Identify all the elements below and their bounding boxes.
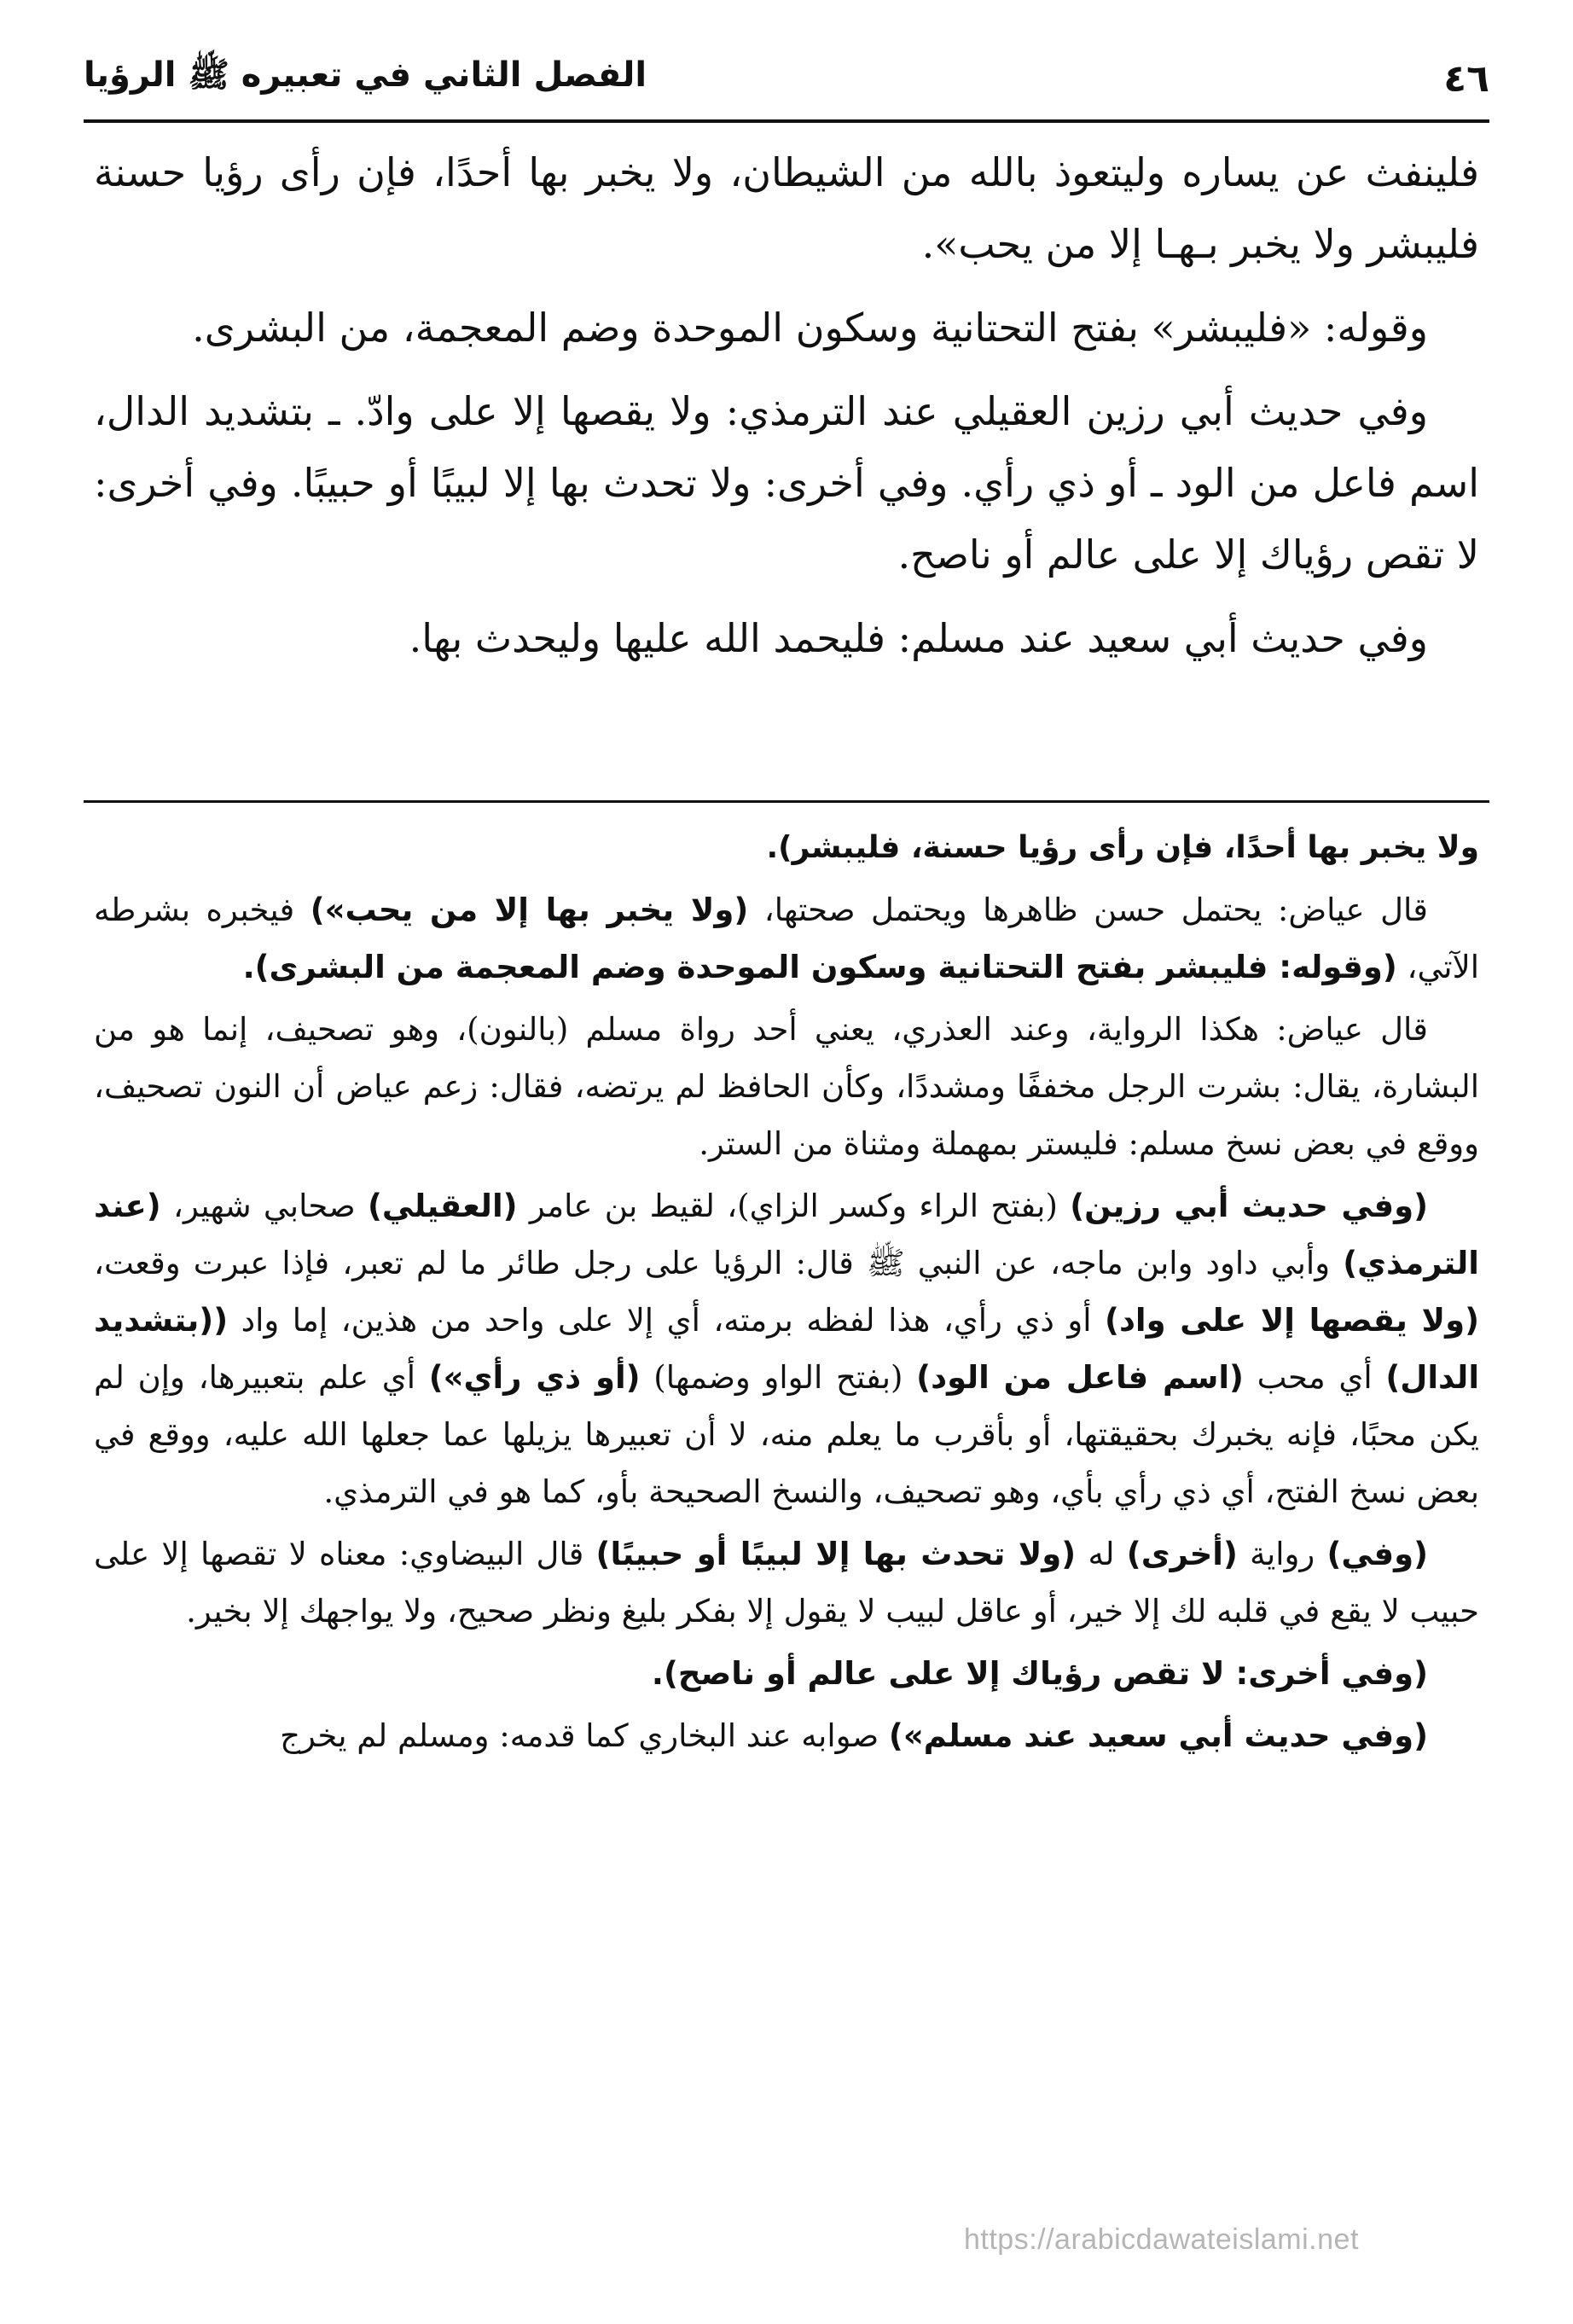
running-title: الفصل الثاني في تعبيره ﷺ الرؤيا bbox=[84, 55, 647, 95]
main-paragraph bbox=[94, 602, 1479, 674]
quoted-matn: (وفي) bbox=[1326, 1536, 1428, 1572]
header-rule bbox=[84, 119, 1489, 123]
commentary-paragraph bbox=[94, 1177, 1479, 1520]
commentary-paragraph bbox=[94, 1645, 1479, 1702]
quoted-matn: (أخرى) bbox=[1126, 1536, 1238, 1572]
quoted-matn: (وفي حديث أبي رزين) bbox=[1070, 1188, 1428, 1224]
commentary-paragraph: ولا يخبر بها أحدًا، فإن رأى رؤيا حسنة، فليبشر). bbox=[766, 830, 1479, 865]
main-text bbox=[94, 137, 1479, 686]
quoted-matn: (وقوله: فليبشر بفتح التحتانية وسكون الموحدة وضم المعجمة من البشرى). bbox=[242, 949, 1397, 985]
quoted-matn: (وفي حديث أبي سعيد عند مسلم») bbox=[888, 1717, 1428, 1754]
quoted-matn: (أو ذي رأي») bbox=[428, 1359, 641, 1396]
page-number: ٤٦ bbox=[1443, 56, 1489, 101]
commentary-text-run: فيخبره بشرطه الآتي، bbox=[94, 892, 1479, 985]
main-paragraph bbox=[94, 375, 1479, 590]
commentary-text-run: له bbox=[1076, 1536, 1127, 1572]
main-paragraph-text: وقوله: «فليبشر» بفتح التحتانية وسكون الموحدة وضم المعجمة، من البشرى. bbox=[192, 305, 1428, 351]
page-header bbox=[84, 44, 1489, 113]
commentary-text-run: وأبي داود وابن ماجه، عن النبي ﷺ قال: الرؤيا على رجل طائر ما لم تعبر، فإذا عبرت وقعت، bbox=[94, 1245, 1344, 1281]
commentary-text-run: صحابي شهير، bbox=[160, 1188, 368, 1224]
commentary-text-run: (بفتح الراء وكسر الزاي)، لقيط بن عامر bbox=[517, 1188, 1071, 1224]
commentary-paragraph bbox=[94, 1707, 1479, 1764]
quoted-matn: (وفي أخرى: لا تقص رؤياك إلا على عالم أو ناصح). bbox=[651, 1655, 1428, 1692]
commentary-text bbox=[94, 819, 1479, 1769]
quoted-matn: ((بتشديد الدال) bbox=[94, 1302, 1480, 1396]
quoted-matn: (عند الترمذي) bbox=[94, 1188, 1479, 1281]
commentary-paragraph bbox=[94, 881, 1479, 996]
main-paragraph-text: وفي حديث أبي رزين العقيلي عند الترمذي: ولا يقصها إلا على وادّ. ـ بتشديد الدال، اسم فاعل من الود ـ أو ذي رأي. وفي أخرى: ولا تحدث بها إلا لبيبًا أو حبيبًا. وفي أخرى: لا تقص رؤياك إلا على عالم أو ناصح. bbox=[94, 388, 1479, 578]
commentary-text-run: أو ذي رأي، هذا لفظه برمته، أي إلا على واحد من هذين، إما واد bbox=[228, 1302, 1106, 1339]
commentary-text-run: قال عياض: يحتمل حسن ظاهرها ويحتمل صحتها، bbox=[748, 892, 1428, 928]
section-divider bbox=[84, 800, 1489, 803]
main-paragraph-text: وفي حديث أبي سعيد عند مسلم: فليحمد الله عليها وليحدث بها. bbox=[409, 615, 1428, 661]
commentary-text-run: صوابه عند البخاري كما قدمه: ومسلم لم يخرج bbox=[280, 1717, 889, 1754]
main-paragraph bbox=[94, 292, 1479, 363]
watermark-url: https://arabicdawateislami.net bbox=[964, 2223, 1359, 2256]
main-paragraph: فلينفث عن يساره وليتعوذ بالله من الشيطان، ولا يخبر بها أحدًا، فإن رأى رؤيا حسنة فليبشر ولا يخبر بـهـا إلا من يحب». bbox=[94, 149, 1479, 267]
quoted-matn: (ولا يقصها إلا على واد) bbox=[1105, 1302, 1479, 1339]
quoted-matn: (ولا تحدث بها إلا لبيبًا أو حبيبًا) bbox=[595, 1536, 1077, 1572]
quoted-matn: (اسم فاعل من الود) bbox=[916, 1359, 1244, 1396]
commentary-text-run: أي محب bbox=[1243, 1359, 1386, 1396]
quoted-matn: (ولا يخبر بها إلا من يحب») bbox=[310, 892, 749, 928]
quoted-matn: (العقيلي) bbox=[367, 1188, 518, 1224]
commentary-paragraph bbox=[94, 1525, 1479, 1640]
commentary-text-run: أي علم بتعبيرها، وإن لم يكن محبًا، فإنه يخبرك بحقيقتها، أو بأقرب ما يعلم منه، لا أن تعبيرها يزيلها عما جعلها الله عليه، ووقع في بعض نسخ الفتح، أي ذي رأي بأي، وهو تصحيف، والنسخ الصحيحة بأو، كما هو في الترمذي. bbox=[94, 1359, 1479, 1510]
commentary-text-run: قال عياض: هكذا الرواية، وعند العذري، يعني أحد رواة مسلم (بالنون)، وهو تصحيف، إنما هو من البشارة، يقال: بشرت الرجل مخففًا ومشددًا، وكأن الحافظ لم يرتضه، فقال: زعم عياض أن النون تصحيف، ووقع في بعض نسخ مسلم: فليستر بمهملة ومثناة من الستر. bbox=[94, 1011, 1479, 1162]
commentary-text-run: قال البيضاوي: معناه لا تقصها إلا على حبيب لا يقع في قلبه لك إلا خير، أو عاقل لبيب لا يقول إلا بفكر بليغ ونظر صحيح، ولا يواجهك إلا بخير. bbox=[94, 1536, 1479, 1630]
commentary-paragraph bbox=[94, 1001, 1479, 1172]
commentary-text-run: رواية bbox=[1237, 1536, 1327, 1572]
commentary-text-run: (بفتح الواو وضمها) bbox=[640, 1359, 917, 1396]
